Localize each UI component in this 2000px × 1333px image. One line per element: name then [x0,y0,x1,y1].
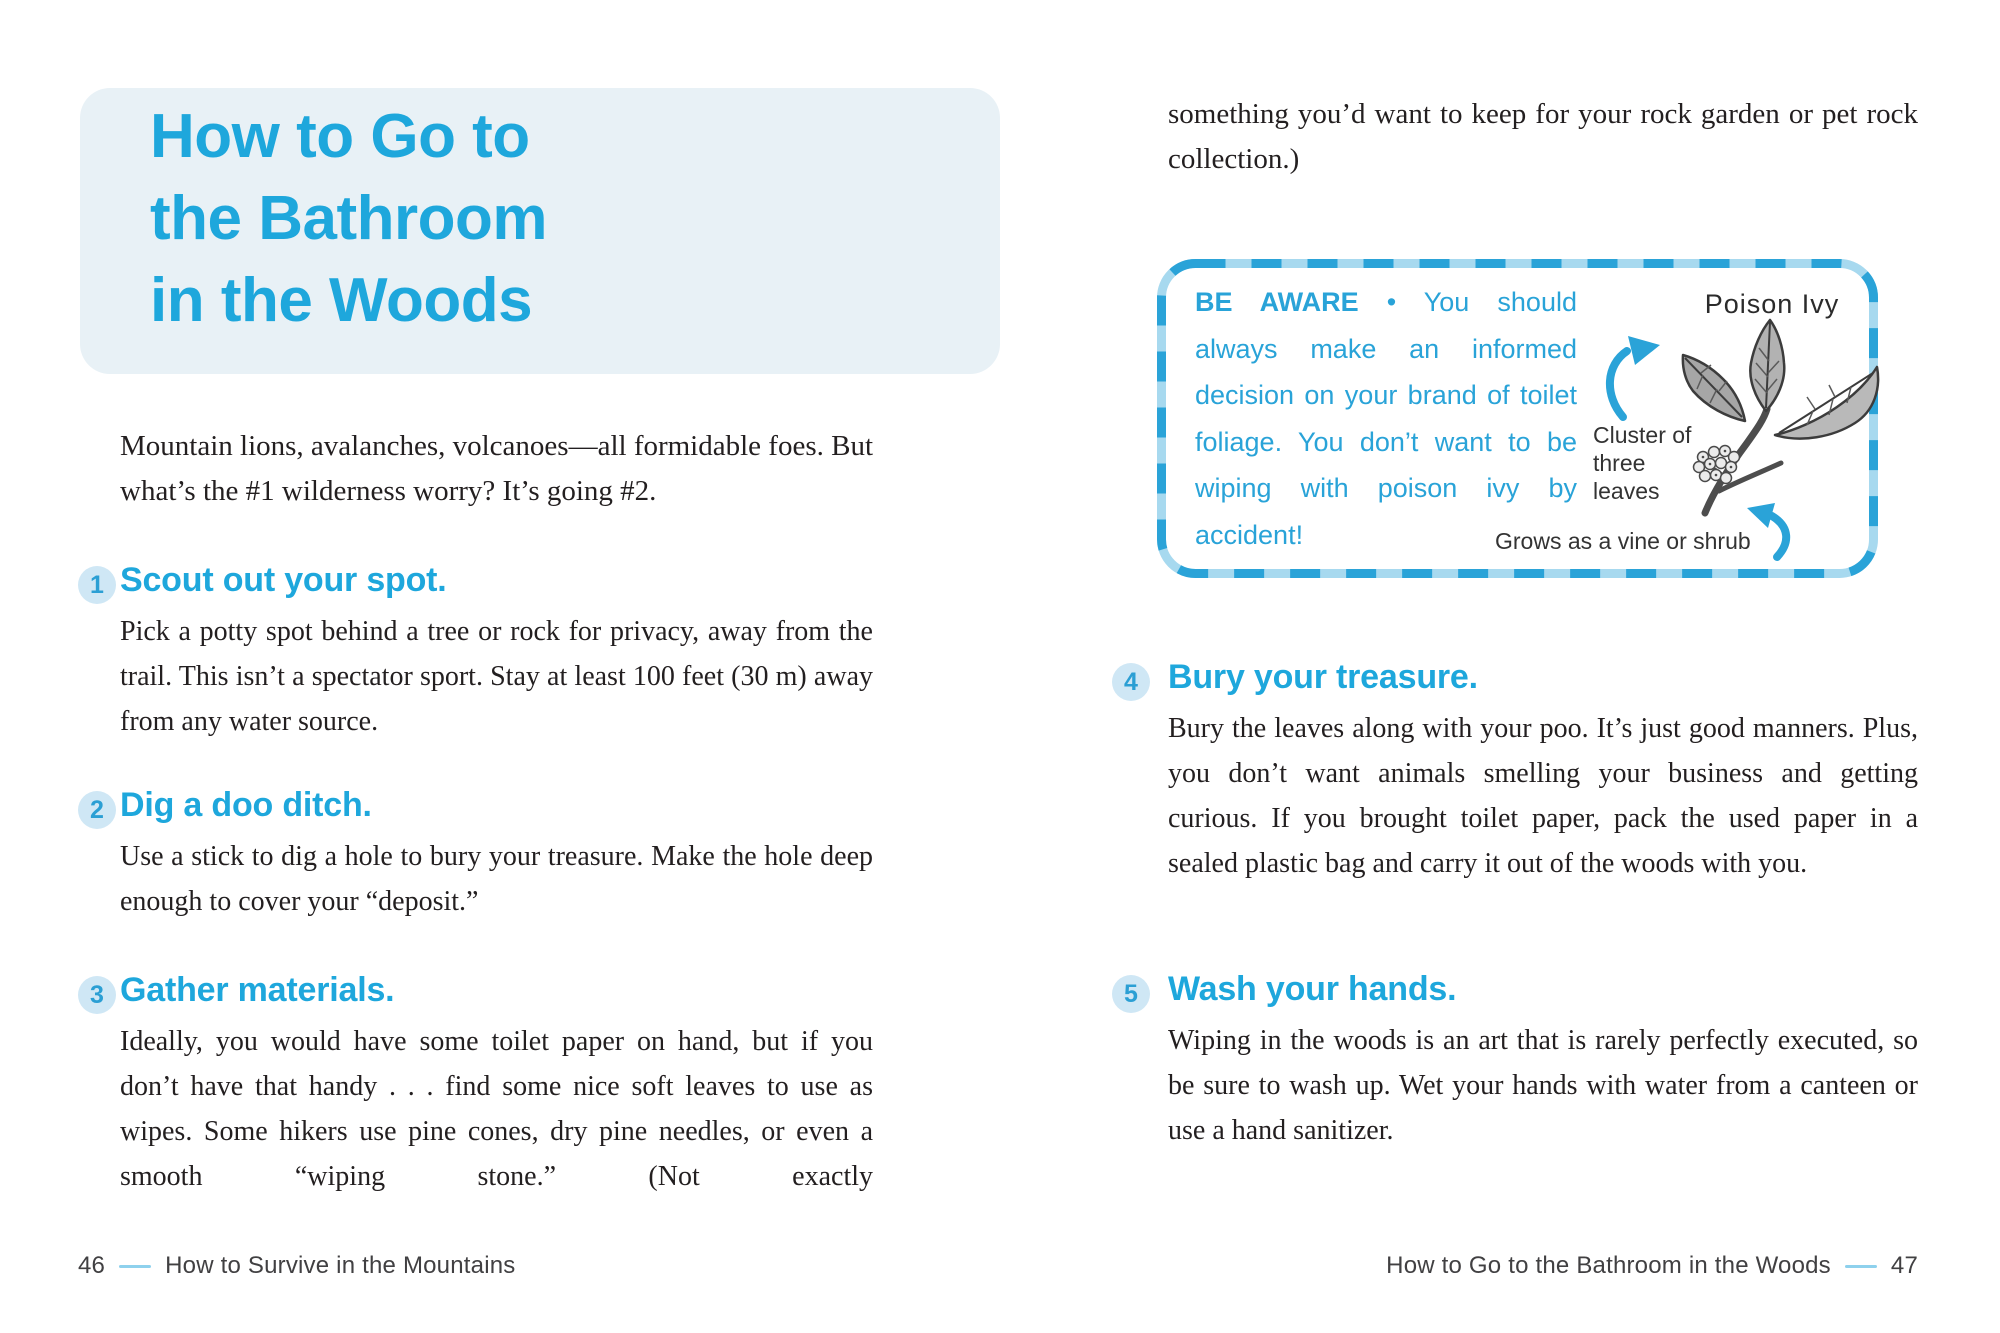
chapter-title-line: the Bathroom [150,184,547,253]
cluster-caption: Cluster of three leaves [1593,422,1692,504]
step-body: Use a stick to dig a hole to bury your treasure. Make the hole deep enough to cover your “deposit.” [120,841,873,917]
step-number-badge: 2 [78,791,116,829]
be-aware-callout [1157,259,1878,578]
be-aware-body: You should always make an informed decision on your brand of toilet foliage. You don’t want to be wiping with poison ivy by accident! [1195,287,1577,550]
book-title: How to Survive in the Mountains [165,1252,516,1279]
step-heading: Dig a doo ditch. [120,786,372,824]
chapter-title-footer: How to Go to the Bathroom in the Woods [1386,1252,1831,1279]
chapter-title-line: in the Woods [150,266,533,335]
grows-caption: Grows as a vine or shrub [1495,528,1751,554]
page-number: 47 [1890,1252,1918,1279]
chapter-title-line: How to Go to [150,102,530,171]
right-page-footer [1386,1252,1918,1280]
step-heading: Gather materials. [120,971,395,1009]
footer-dash [119,1265,151,1268]
step-heading: Scout out your spot. [120,561,447,599]
be-aware-text [1195,279,1577,558]
step-number-badge: 1 [78,566,116,604]
chapter-title [150,96,870,342]
left-page-footer [78,1252,515,1280]
footer-dash [1845,1265,1877,1268]
poison-ivy-title: Poison Ivy [1704,289,1840,319]
page-number: 46 [78,1252,106,1279]
step-number-badge: 4 [1112,663,1150,701]
step-heading: Wash your hands. [1168,970,1457,1008]
step-body: Bury the leaves along with your poo. It’s just good manners. Plus, you don’t want animals smelling your business and getting curious. If you brought toilet paper, pack the used paper in a sealed plastic bag and carry it out of the woods with you. [1168,713,1918,879]
step-body: Wiping in the woods is an art that is rarely perfectly executed, so be sure to wash up. Wet your hands with water from a canteen or use a hand sanitizer. [1168,1025,1918,1146]
continuation-paragraph: something you’d want to keep for your rock garden or pet rock collection.) [1168,98,1918,175]
step-body: Pick a potty spot behind a tree or rock for privacy, away from the trail. This isn’t a spectator sport. Stay at least 100 feet (30 m) away from any water source. [120,616,873,737]
step-heading: Bury your treasure. [1168,658,1478,696]
be-aware-label: BE AWARE [1195,287,1359,317]
be-aware-separator: • [1386,287,1424,317]
step-body: Ideally, you would have some toilet paper on hand, but if you don’t have that handy . . . find some nice soft leaves to use as wipes. Some hikers use pine cones, dry pine needles, or even a smooth “wiping stone.” (Not exactly [120,1026,873,1192]
step-number-badge: 5 [1112,975,1150,1013]
intro-paragraph: Mountain lions, avalanches, volcanoes—all formidable foes. But what’s the #1 wilderness worry? It’s going #2. [120,430,874,507]
step-number-badge: 3 [78,976,116,1014]
